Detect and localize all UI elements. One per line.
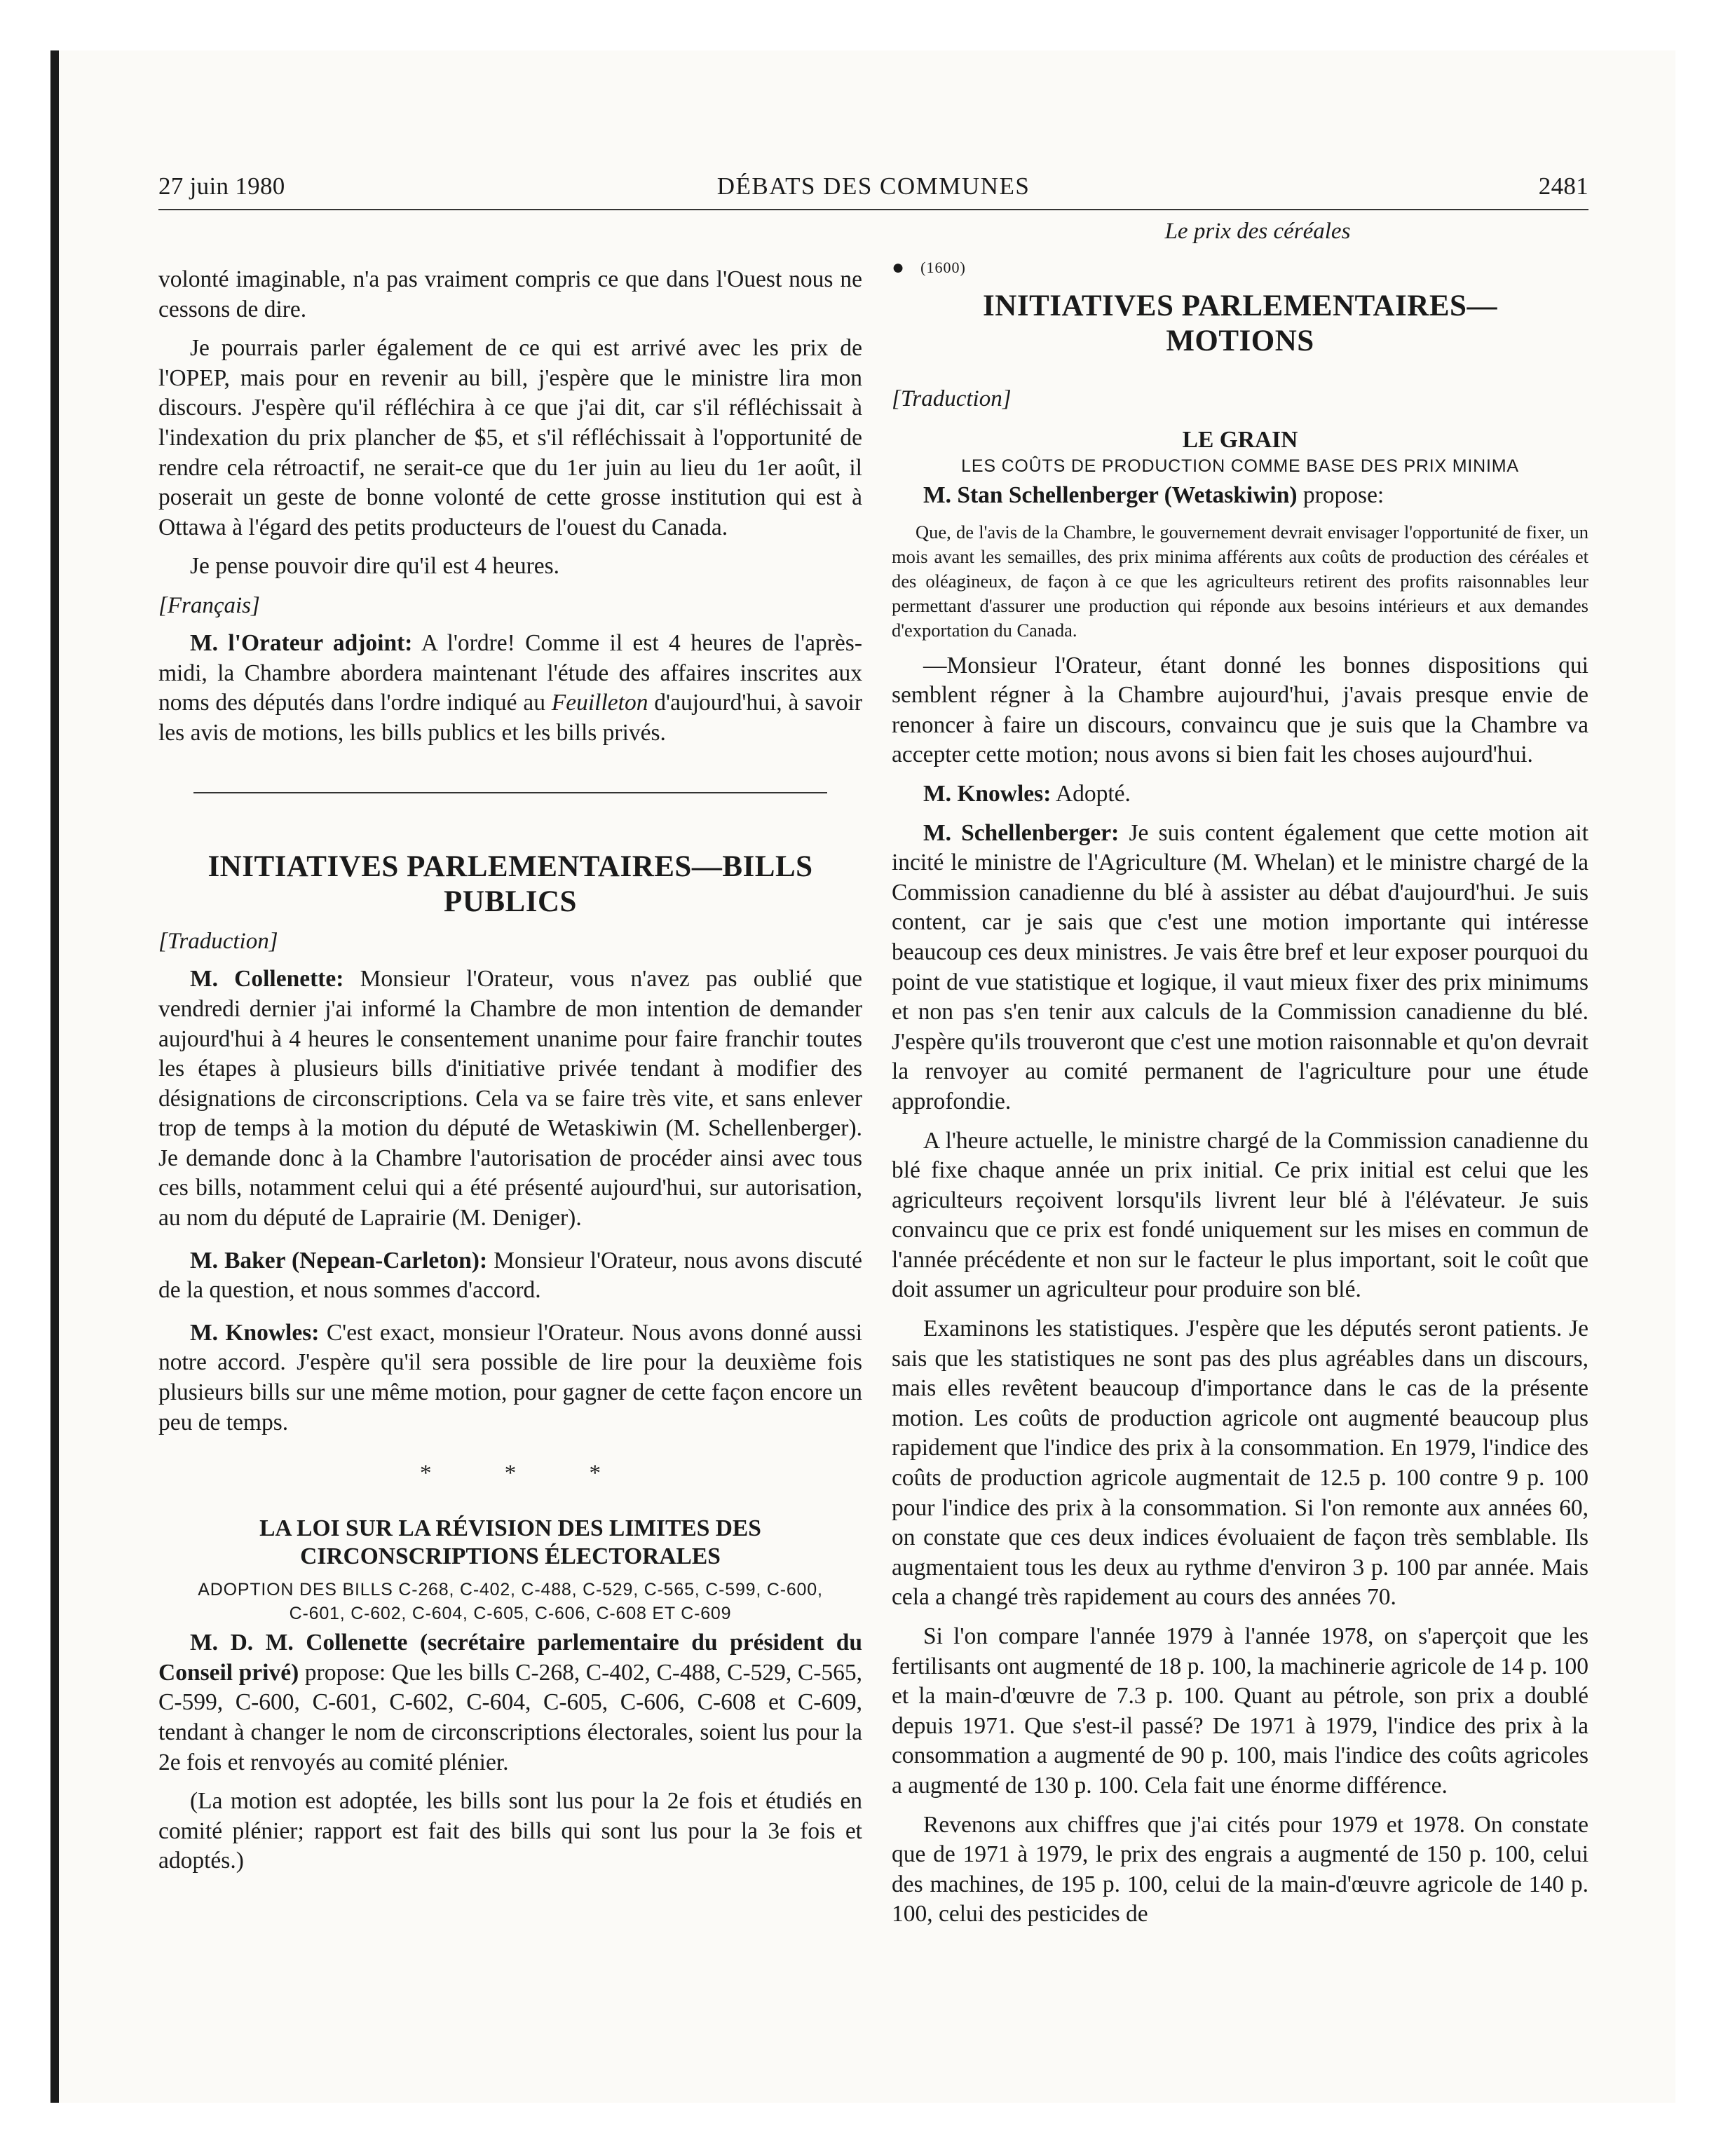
paragraph: Je pourrais parler également de ce qui est arrivé avec les prix de l'OPEP, mais pour en revenir au bill, j'espère que le ministre lira mon discours. J'espère qu'il réfléchira à ce que j'ai dit, car s'il réfléchissait à l'indexation du prix plancher de $5, et s'il réfléchissait à l'opportunité de rendre cela rétroactif, ne serait-ce que du 1er juin au lieu du 1er août, il poserait un geste de bonne volonté de cette grosse institution qui est à Ottawa à l'égard des petits producteurs de l'ouest du Canada. xyxy=(158,335,862,540)
page-number: 2481 xyxy=(1538,172,1588,200)
speaker-name: M. Baker (Nepean-Carleton): xyxy=(190,1247,488,1274)
subsection-heading: LA LOI SUR LA RÉVISION DES LIMITES DES CIRCONSCRIPTIONS ÉLECTORALES xyxy=(259,1515,761,1570)
language-tag: [Traduction] xyxy=(158,929,278,955)
running-head xyxy=(158,168,1588,210)
paragraph: M. Collenette: Monsieur l'Orateur, vous n'avez pas oublié que vendredi dernier j'ai informé la Chambre de mon intention de demander aujourd'hui à 4 heures le consentement unanime pour faire franchir toutes les étapes à plusieurs bills d'initiative privée tendant à modifier des désignations de circonscriptions. Cela va se faire très vite, et sans enlever trop de temps à la motion du député de Wetaskiwin (M. Schellenberger). Je demande donc à la Chambre l'autorisation de procéder ainsi avec tous ces bills, notamment celui qui a été présenté aujourd'hui, sur autorisation, au nom du député de Laprairie (M. Deniger). xyxy=(158,966,862,1231)
feuilleton-italic: Feuilleton xyxy=(551,690,648,716)
paragraph: Je pense pouvoir dire qu'il est 4 heures. xyxy=(190,553,560,580)
mover-name: M. Stan Schellenberger (Wetaskiwin) xyxy=(923,482,1298,508)
speaker-name: M. Knowles: xyxy=(190,1319,320,1346)
paragraph: M. D. M. Collenette (secrétaire parlementaire du président du Conseil privé) propose: Que les bills C-268, C-402, C-488, C-529, C-565, C-599, C-600, C-601, C-602, C-604, C-605, C-606, C-608 et C-609, tendant à changer le nom de circonscriptions électorales, soient lus pour la 2e fois et renvoyés au comité plénier. xyxy=(158,1630,862,1775)
time-marker: ● (1600) xyxy=(892,256,966,279)
paragraph: Examinons les statistiques. J'espère que les députés seront patients. Je sais que les statistiques ne sont pas des plus agréables dans un discours, mais elles revêtent beaucoup d'importance dans le cas de la présente motion. Les coûts de production agricole ont augmenté beaucoup plus rapidement que l'indice des prix à la consommation. En 1979, l'indice des coûts de production agricole augmentait de 12.5 p. 100 contre 9 p. 100 pour l'indice des prix à la consommation. Si l'on remonte aux années 60, on constate que ces deux indices évoluaient de façon très semblable. Ils augmentaient tous les deux au rythme d'environ 3 p. 100 par année. Mais cela a changé très rapidement au cours des années 70. xyxy=(892,1316,1588,1611)
right-column xyxy=(892,217,1588,1939)
paragraph: A l'heure actuelle, le ministre chargé de la Commission canadienne du blé fixe chaque année un prix initial. Ce prix initial est celui que les agriculteurs reçoivent lorsqu'ils livrent leur blé à l'élévateur. Je suis convaincu que ce prix est fondé uniquement sur les mises en commun de l'année précédente et non sur le facteur le plus important, soit le coût que doit assumer un agriculteur pour produire son blé. xyxy=(892,1127,1588,1303)
paragraph: M. l'Orateur adjoint: A l'ordre! Comme il est 4 heures de l'après-midi, la Chambre abordera maintenant l'étude des affaires inscrites aux noms des députés dans l'ordre indiqué au Feuilleton d'aujourd'hui, à savoir les avis de motions, les bills publics et les bills privés. xyxy=(158,629,862,746)
language-tag: [Français] xyxy=(158,592,260,618)
paragraph: M. Schellenberger: Je suis content également que cette motion ait incité le ministre de l'Agriculture (M. Whelan) et le ministre chargé de la Commission canadienne du blé à assister au débat d'aujourd'hui. Je suis content, car je sais que c'est une motion importante qui intéresse beaucoup ces deux ministres. Je vais être bref et leur exposer pourquoi du point de vue statistique et logique, il vaut mieux fixer des prix minimums et non pas s'en tenir aux calculs de la Commission canadienne du blé. J'espère qu'ils trouveront que c'est une motion raisonnable et qu'on devrait la renvoyer au comité permanent de l'agriculture pour une étude approfondie. xyxy=(892,819,1588,1114)
paragraph: M. Baker (Nepean-Carleton): Monsieur l'Orateur, nous avons discuté de la question, et nous sommes d'accord. xyxy=(158,1247,862,1304)
paragraph: M. Knowles: C'est exact, monsieur l'Orateur. Nous avons donné aussi notre accord. J'espère qu'il sera possible de lire pour la deuxième fois plusieurs bills sur une même motion, pour gagner de cette façon encore un peu de temps. xyxy=(158,1319,863,1435)
subsection-subtitle: LES COÛTS DE PRODUCTION COMME BASE DES PRIX MINIMA xyxy=(961,456,1519,476)
section-tag: Le prix des céréales xyxy=(1164,219,1351,244)
speaker-name: M. Schellenberger: xyxy=(923,819,1120,846)
paragraph: M. Knowles: Adopté. xyxy=(923,780,1131,807)
bullet-icon: ● xyxy=(892,256,906,279)
speaker-name: M. D. M. Collenette (secrétaire parlementaire du président du Conseil privé) xyxy=(158,1630,862,1686)
subsection-subtitle: ADOPTION DES BILLS C-268, C-402, C-488, C-529, C-565, C-599, C-600, C-601, C-602, C-604, C-605, C-606, C-608 ET C-609 xyxy=(198,1580,823,1624)
header-title: DÉBATS DES COMMUNES xyxy=(716,172,1030,200)
header-date: 27 juin 1980 xyxy=(158,172,285,200)
left-column xyxy=(158,217,862,1885)
section-heading: INITIATIVES PARLEMENTAIRES— MOTIONS xyxy=(983,289,1497,357)
language-tag: [Traduction] xyxy=(892,386,1012,411)
paragraph: Revenons aux chiffres que j'ai cités pour 1979 et 1978. On constate que de 1971 à 1979, le prix des engrais a augmenté de 150 p. 100, celui des machines, de 195 p. 100, celui de la main-d'œuvre agricole de 140 p. 100, celui des pesticides de xyxy=(892,1811,1588,1928)
section-heading: INITIATIVES PARLEMENTAIRES—BILLS PUBLICS xyxy=(207,850,813,919)
paragraph: volonté imaginable, n'a pas vraiment compris ce que dans l'Ouest nous ne cessons de dire. xyxy=(158,266,862,322)
motion-text: Que, de l'avis de la Chambre, le gouvernement devrait envisager l'opportunité de fixer, un mois avant les semailles, des prix minima afférents aux coûts de production des céréales et des oléagineux, de façon à ce que les agriculteurs retirent des profits raisonnables leur permettant d'assurer une production qui réponde aux besoins intérieurs et aux demandes d'exportation du Canada. xyxy=(892,521,1588,641)
speaker-name: M. Collenette: xyxy=(190,966,344,992)
speaker-name: M. l'Orateur adjoint: xyxy=(190,629,413,656)
paragraph: M. Stan Schellenberger (Wetaskiwin) propose: xyxy=(923,482,1384,508)
speaker-name: M. Knowles: xyxy=(923,780,1052,807)
paragraph: (La motion est adoptée, les bills sont lus pour la 2e fois et étudiés en comité plénier; rapport est fait des bills qui sont lus pour la 3e fois et adoptés.) xyxy=(158,1788,862,1874)
paragraph: —Monsieur l'Orateur, étant donné les bonnes dispositions qui semblent régner à la Chambre aujourd'hui, j'avais presque envie de renoncer à faire un discours, convaincu que je suis que la Chambre va accepter cette motion; nous avons si bien fait les choses aujourd'hui. xyxy=(892,652,1588,768)
paragraph: Si l'on compare l'année 1979 à l'année 1978, on s'aperçoit que les fertilisants ont augmenté de 18 p. 100, la machinerie agricole de 14 p. 100 et la main-d'œuvre de 7.3 p. 100. Quant au pétrole, son prix a doublé depuis 1971. Que s'est-il passé? De 1971 à 1979, l'indice des prix à la consommation a augmenté de 90 p. 100, mais l'indice des coûts agricoles a augmenté de 130 p. 100. Cela fait une énorme différence. xyxy=(892,1623,1588,1799)
subsection-heading: LE GRAIN xyxy=(1182,427,1298,453)
binding-edge xyxy=(50,50,59,2103)
section-separator: * * * xyxy=(420,1461,634,1487)
